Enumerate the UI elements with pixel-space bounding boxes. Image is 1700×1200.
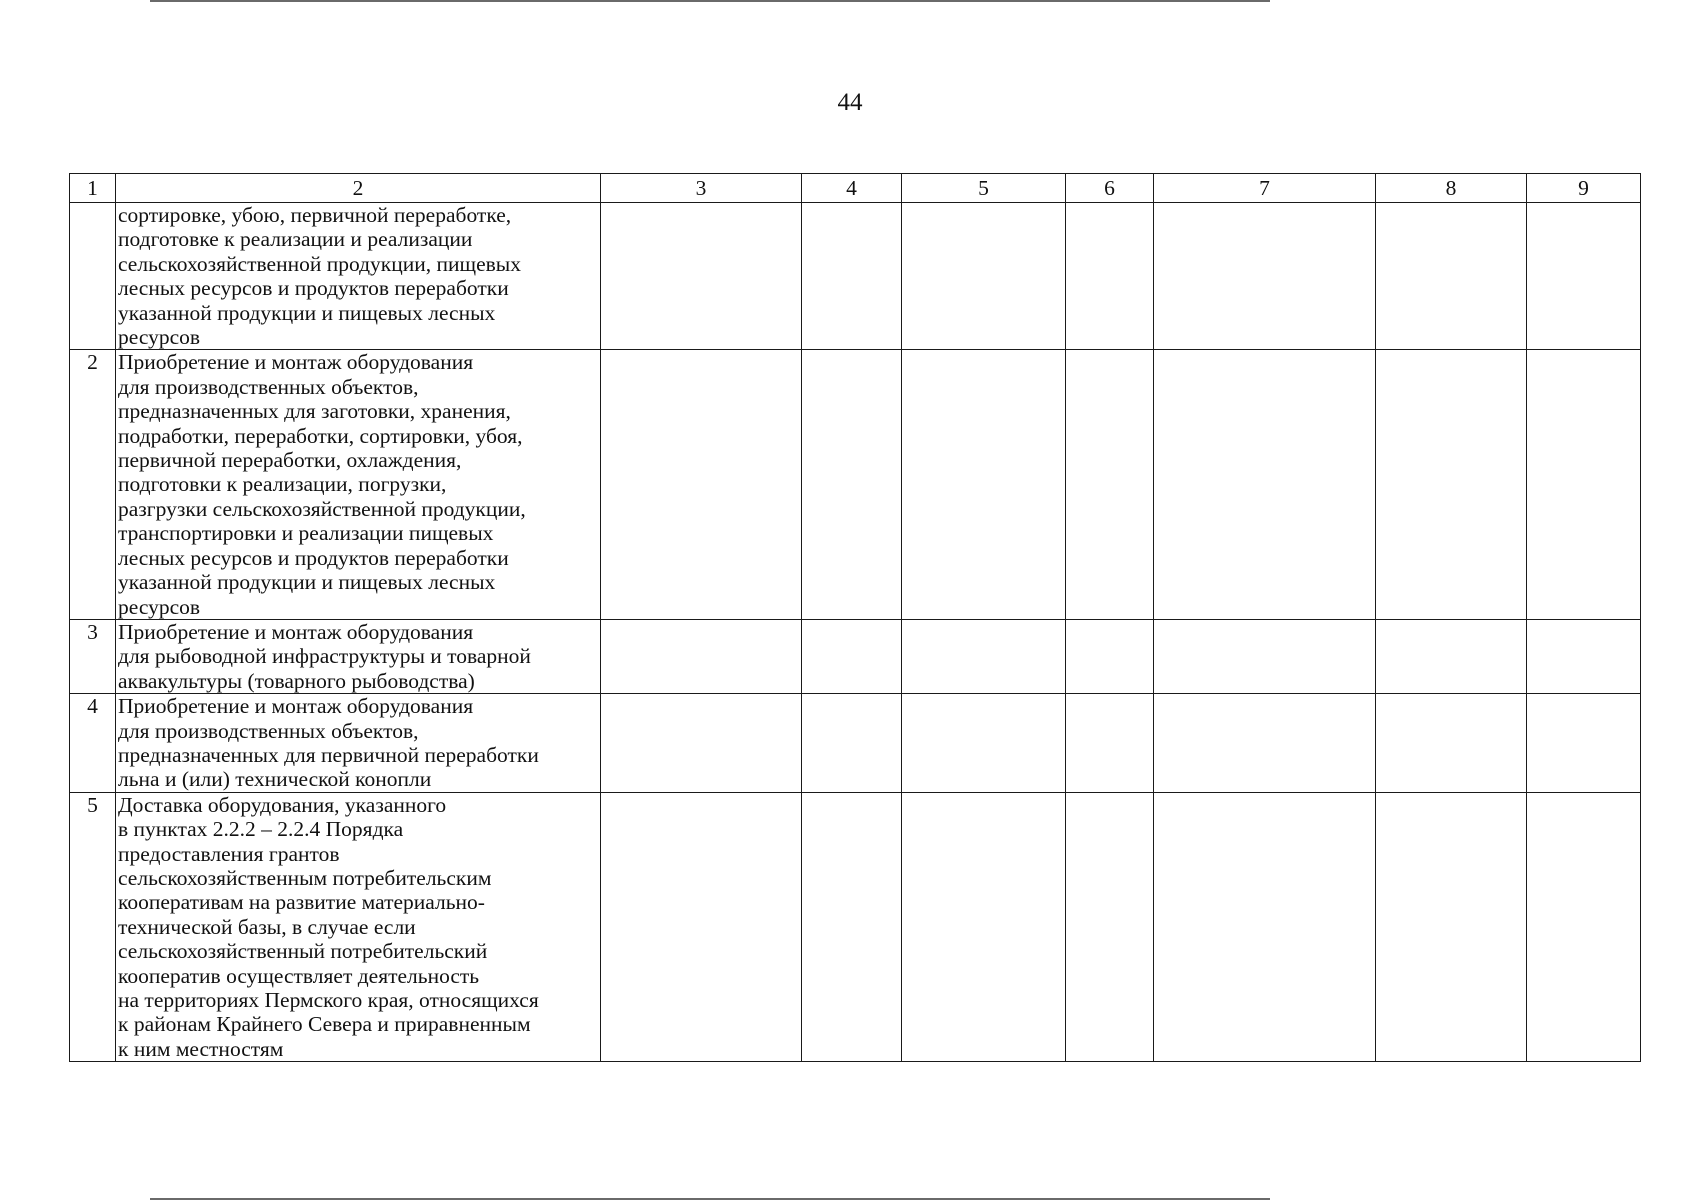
table-row xyxy=(70,694,1641,793)
table-cell-empty xyxy=(802,203,902,350)
table-row xyxy=(70,350,1641,619)
row-description: Доставка оборудования, указанного в пунктах 2.2.2 – 2.2.4 Порядка предоставления грантов сельскохозяйственным потребительским кооперативам на развитие материально- технической базы, в случае если сельскохозяйственный потребительский кооператив осуществляет деятельность на территориях Пермского края, относящихся к районам Крайнего Севера и приравненным к ним местностям xyxy=(116,792,601,1061)
row-description: Приобретение и монтаж оборудования для рыбоводной инфраструктуры и товарной аквакультуры (товарного рыбоводства) xyxy=(116,619,601,693)
table-cell-empty xyxy=(802,350,902,619)
table-cell-empty xyxy=(902,792,1066,1061)
column-header-9: 9 xyxy=(1527,174,1641,203)
table-cell-empty xyxy=(1376,203,1527,350)
table-cell-empty xyxy=(1376,619,1527,693)
column-header-7: 7 xyxy=(1154,174,1376,203)
table-cell-empty xyxy=(902,203,1066,350)
table-cell-empty xyxy=(1376,694,1527,793)
column-header-1: 1 xyxy=(70,174,116,203)
row-number xyxy=(70,203,116,350)
table-cell-empty xyxy=(601,619,802,693)
table-cell-empty xyxy=(1154,350,1376,619)
row-number: 3 xyxy=(70,619,116,693)
scan-edge-top xyxy=(150,0,1270,2)
table-cell-empty xyxy=(1376,350,1527,619)
table-cell-empty xyxy=(1154,203,1376,350)
table-cell-empty xyxy=(1376,792,1527,1061)
table-cell-empty xyxy=(1066,350,1154,619)
table-row xyxy=(70,619,1641,693)
table-cell-empty xyxy=(1154,619,1376,693)
table-cell-empty xyxy=(1527,619,1641,693)
column-header-2: 2 xyxy=(116,174,601,203)
grant-cost-table xyxy=(69,173,1641,1062)
table-cell-empty xyxy=(601,350,802,619)
table-cell-empty xyxy=(1154,694,1376,793)
table-cell-empty xyxy=(902,694,1066,793)
table-cell-empty xyxy=(902,350,1066,619)
column-header-5: 5 xyxy=(902,174,1066,203)
column-header-8: 8 xyxy=(1376,174,1527,203)
table-cell-empty xyxy=(601,694,802,793)
table-row xyxy=(70,792,1641,1061)
table-cell-empty xyxy=(1066,792,1154,1061)
column-header-4: 4 xyxy=(802,174,902,203)
table-cell-empty xyxy=(1527,694,1641,793)
table-cell-empty xyxy=(1154,792,1376,1061)
table-cell-empty xyxy=(601,792,802,1061)
row-number: 4 xyxy=(70,694,116,793)
table-cell-empty xyxy=(902,619,1066,693)
table-cell-empty xyxy=(802,619,902,693)
row-description: сортировке, убою, первичной переработке, подготовке к реализации и реализации сельскохозяйственной продукции, пищевых лесных ресурсов и продуктов переработки указанной продукции и пищевых лесных ресурсов xyxy=(116,203,601,350)
table-cell-empty xyxy=(1527,350,1641,619)
table-cell-empty xyxy=(1066,694,1154,793)
table-cell-empty xyxy=(601,203,802,350)
row-description: Приобретение и монтаж оборудования для производственных объектов, предназначенных для первичной переработки льна и (или) технической конопли xyxy=(116,694,601,793)
table-cell-empty xyxy=(1527,203,1641,350)
table-cell-empty xyxy=(802,694,902,793)
table-cell-empty xyxy=(1527,792,1641,1061)
table-row xyxy=(70,203,1641,350)
row-description: Приобретение и монтаж оборудования для производственных объектов, предназначенных для заготовки, хранения, подработки, переработки, сортировки, убоя, первичной переработки, охлаждения, подготовки к реализации, погрузки, разгрузки сельскохозяйственной продукции, транспортировки и реализации пищевых лесных ресурсов и продуктов переработки указанной продукции и пищевых лесных ресурсов xyxy=(116,350,601,619)
column-header-3: 3 xyxy=(601,174,802,203)
page-number: 44 xyxy=(837,89,863,116)
column-header-6: 6 xyxy=(1066,174,1154,203)
table-cell-empty xyxy=(1066,619,1154,693)
row-number: 2 xyxy=(70,350,116,619)
row-number: 5 xyxy=(70,792,116,1061)
table-cell-empty xyxy=(802,792,902,1061)
table-cell-empty xyxy=(1066,203,1154,350)
table-header-row xyxy=(70,174,1641,203)
